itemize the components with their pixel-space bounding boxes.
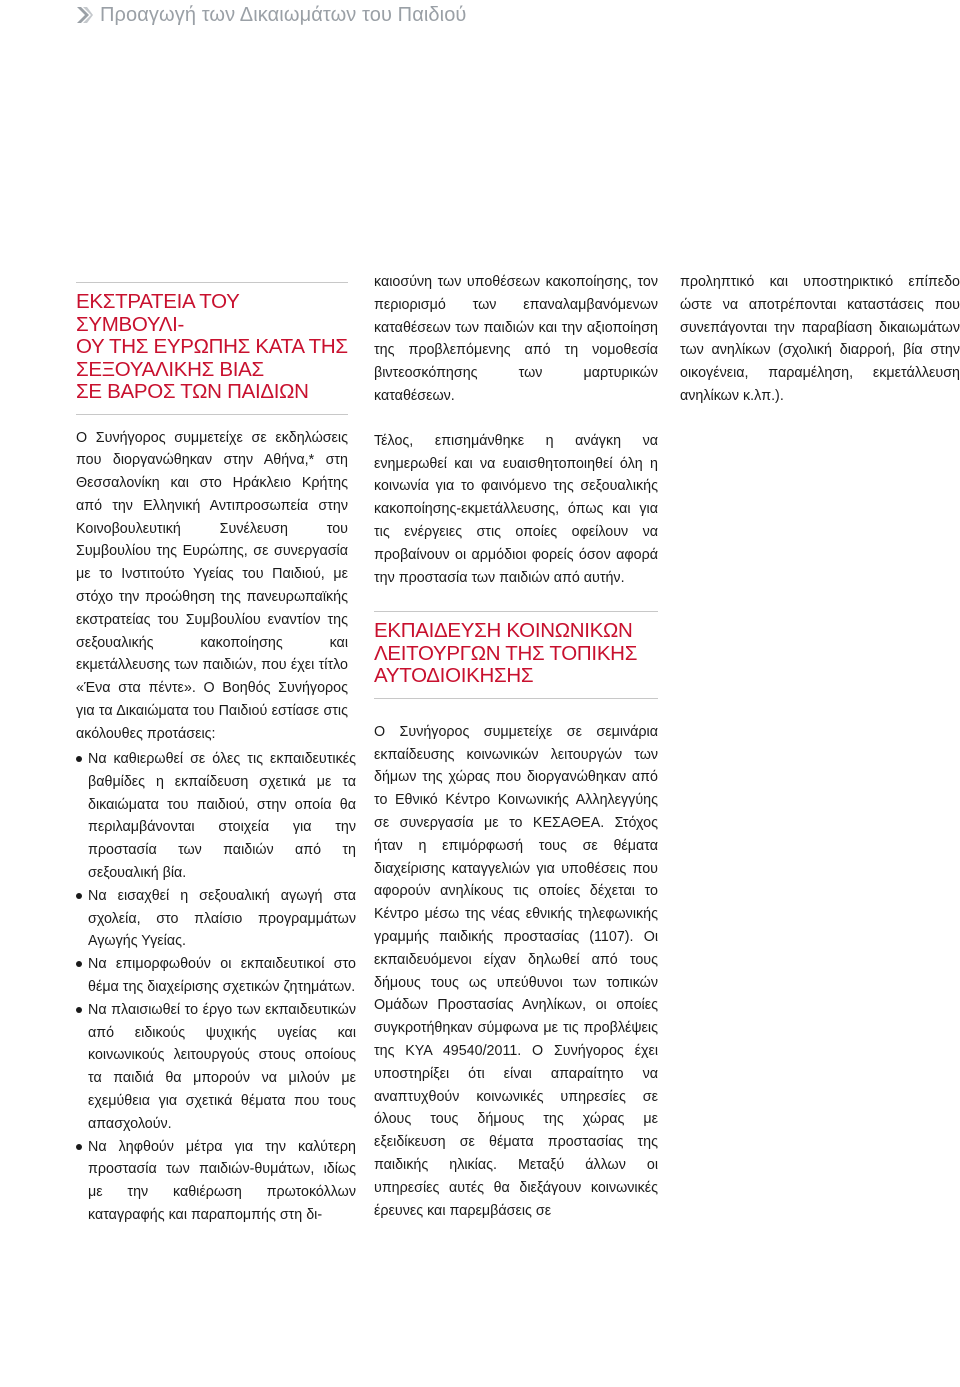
column-left-bullets	[76, 748, 356, 1227]
column-right	[680, 271, 960, 408]
page-header-title: Προαγωγή των Δικαιωμάτων του Παιδιού	[100, 3, 467, 26]
list-item: Να καθιερωθεί σε όλες τις εκπαιδευτικές βαθμίδες η εκπαίδευση σχετικά με τα δικαιώματα του παιδιού, στην οποία θα περιλαμβάνονται στοιχεία για την προστασία των παιδιών από τη σεξουαλική βία.	[76, 748, 356, 885]
double-chevron-icon	[76, 6, 94, 24]
column-left-top	[76, 282, 348, 746]
paragraph-continuation-right: προληπτικό και υποστηρικτικό επίπεδο ώστε να αποτρέπονται καταστάσεις που συνεπάγονται την παραβίαση δικαιωμάτων των ανηλίκων (σχολική διαρροή, βία στην οικογένεια, παραμέληση, εκμετάλλευση ανηλίκων κ.λπ.).	[680, 274, 960, 404]
section-body-campaign: Ο Συνήγορος συμμετείχε σε εκδηλώσεις που διοργανώθηκαν στην Αθήνα,* στη Θεσσαλονίκη και στο Ηράκλειο Κρήτης από την Ελληνική Αντιπροσωπεία στην Κοινοβουλευτική Συνέλευση του Συμβουλίου της Ευρώπης, σε συνεργασία με το Ινστιτούτο Υγείας του Παιδιού, με στόχο την προώθηση της πανευρωπαϊκής εκστρατείας του Συμβουλίου εναντίον της σεξουαλικής κακοποίησης και εκμετάλλευσης των παιδιών, που έχει τίτλο «Ένα στα πέντε». Ο Βοηθός Συνήγορος για τα Δικαιώματα του Παιδιού εστίασε στις ακόλουθες προτάσεις:	[76, 429, 348, 742]
list-item: Να ληφθούν μέτρα για την καλύτερη προστασία των παιδιών-θυμάτων, ιδίως με την καθιέρωση πρωτοκόλλων καταγραφής και παραπομπής στη δι-	[76, 1136, 356, 1227]
paragraph-conclusion: Τέλος, επισημάνθηκε η ανάγκη να ενημερωθεί και να ευαισθητοποιηθεί όλη η κοινωνία για το φαινόμενο της σεξουαλικής κακοποίησης-εκμετάλλευσης, όπως και για τις ενέργειες στις οποίες οφείλουν να προβαίνουν οι αρμόδιοι φορείς όσον αφορά την προστασία των παιδιών από αυτήν.	[374, 432, 658, 586]
section-title-training: ΕΚΠΑΙΔΕΥΣΗ ΚΟΙΝΩΝΙΚΩΝ ΛΕΙΤΟΥΡΓΩΝ ΤΗΣ ΤΟΠΙΚΗΣ ΑΥΤΟΔΙΟΙΚΗΣΗΣ	[374, 611, 658, 699]
section-body-training: Ο Συνήγορος συμμετείχε σε σεμινάρια εκπαίδευσης κοινωνικών λειτουργών των δήμων της χώρας που διοργανώθηκαν από το Εθνικό Κέντρο Κοινωνικής Αλληλεγγύης σε συνεργασία με το ΚΕΣΑΘΕΑ. Στόχος ήταν η επιμόρφωσή τους σε θέματα διαχείρισης καταγγελιών για υποθέσεις που αφορούν ανηλίκους τις οποίες δέχεται το Κέντρο μέσω της νέας εθνικής τηλεφωνικής γραμμής παιδικής προστασίας (1107). Οι εκπαιδευόμενοι είχαν δηλωθεί από τους δήμους τους ως υπεύθυνοι των τοπικών Ομάδων Προστασίας Ανηλίκων, οι οποίες συγκροτήθηκαν σύμφωνα με τις προβλέψεις της ΚΥΑ 49540/2011. Ο Συνήγορος έχει υποστηρίξει ότι είναι απαραίτητο να αναπτυχθούν κοινωνικές υπηρεσίες σε όλους τους δήμους της χώρας με εξειδίκευση σε θέματα προστασίας της παιδικής ηλικίας. Μεταξύ άλλων οι υπηρεσίες αυτές θα διεξάγουν κοινωνικές έρευνες και παρεμβάσεις σε	[374, 723, 658, 1219]
page-header	[76, 0, 466, 30]
section-title-campaign: ΕΚΣΤΡΑΤΕΙΑ ΤΟΥ ΣΥΜΒΟΥΛΙ- ΟΥ ΤΗΣ ΕΥΡΩΠΗΣ ΚΑΤΑ ΤΗΣ ΣΕΞΟΥΑΛΙΚΗΣ ΒΙΑΣ ΣΕ ΒΑΡΟΣ ΤΩΝ ΠΑΙΔΙΩΝ	[76, 282, 348, 415]
paragraph-continuation: καιοσύνη των υποθέσεων κακοποίησης, τον περιορισμό των επαναλαμβανόμενων καταθέσεων των παιδιών και την αξιοποίηση της προβλεπόμενης από τη νομοθεσία βιντεοσκόπησης των μαρτυρικών καταθέσεων.	[374, 274, 658, 404]
column-middle	[374, 271, 658, 1222]
proposals-list	[76, 748, 356, 1227]
list-item: Να πλαισιωθεί το έργο των εκπαιδευτικών από ειδικούς ψυχικής υγείας και κοινωνικούς λειτουργούς στους οποίους τα παιδιά θα μπορούν να μιλούν με εχεμύθεια για σχετικά θέματα που τους απασχολούν.	[76, 999, 356, 1136]
list-item: Να επιμορφωθούν οι εκπαιδευτικοί στο θέμα της διαχείρισης σχετικών ζητημάτων.	[76, 953, 356, 999]
list-item: Να εισαχθεί η σεξουαλική αγωγή στα σχολεία, στο πλαίσιο προγραμμάτων Αγωγής Υγείας.	[76, 885, 356, 953]
